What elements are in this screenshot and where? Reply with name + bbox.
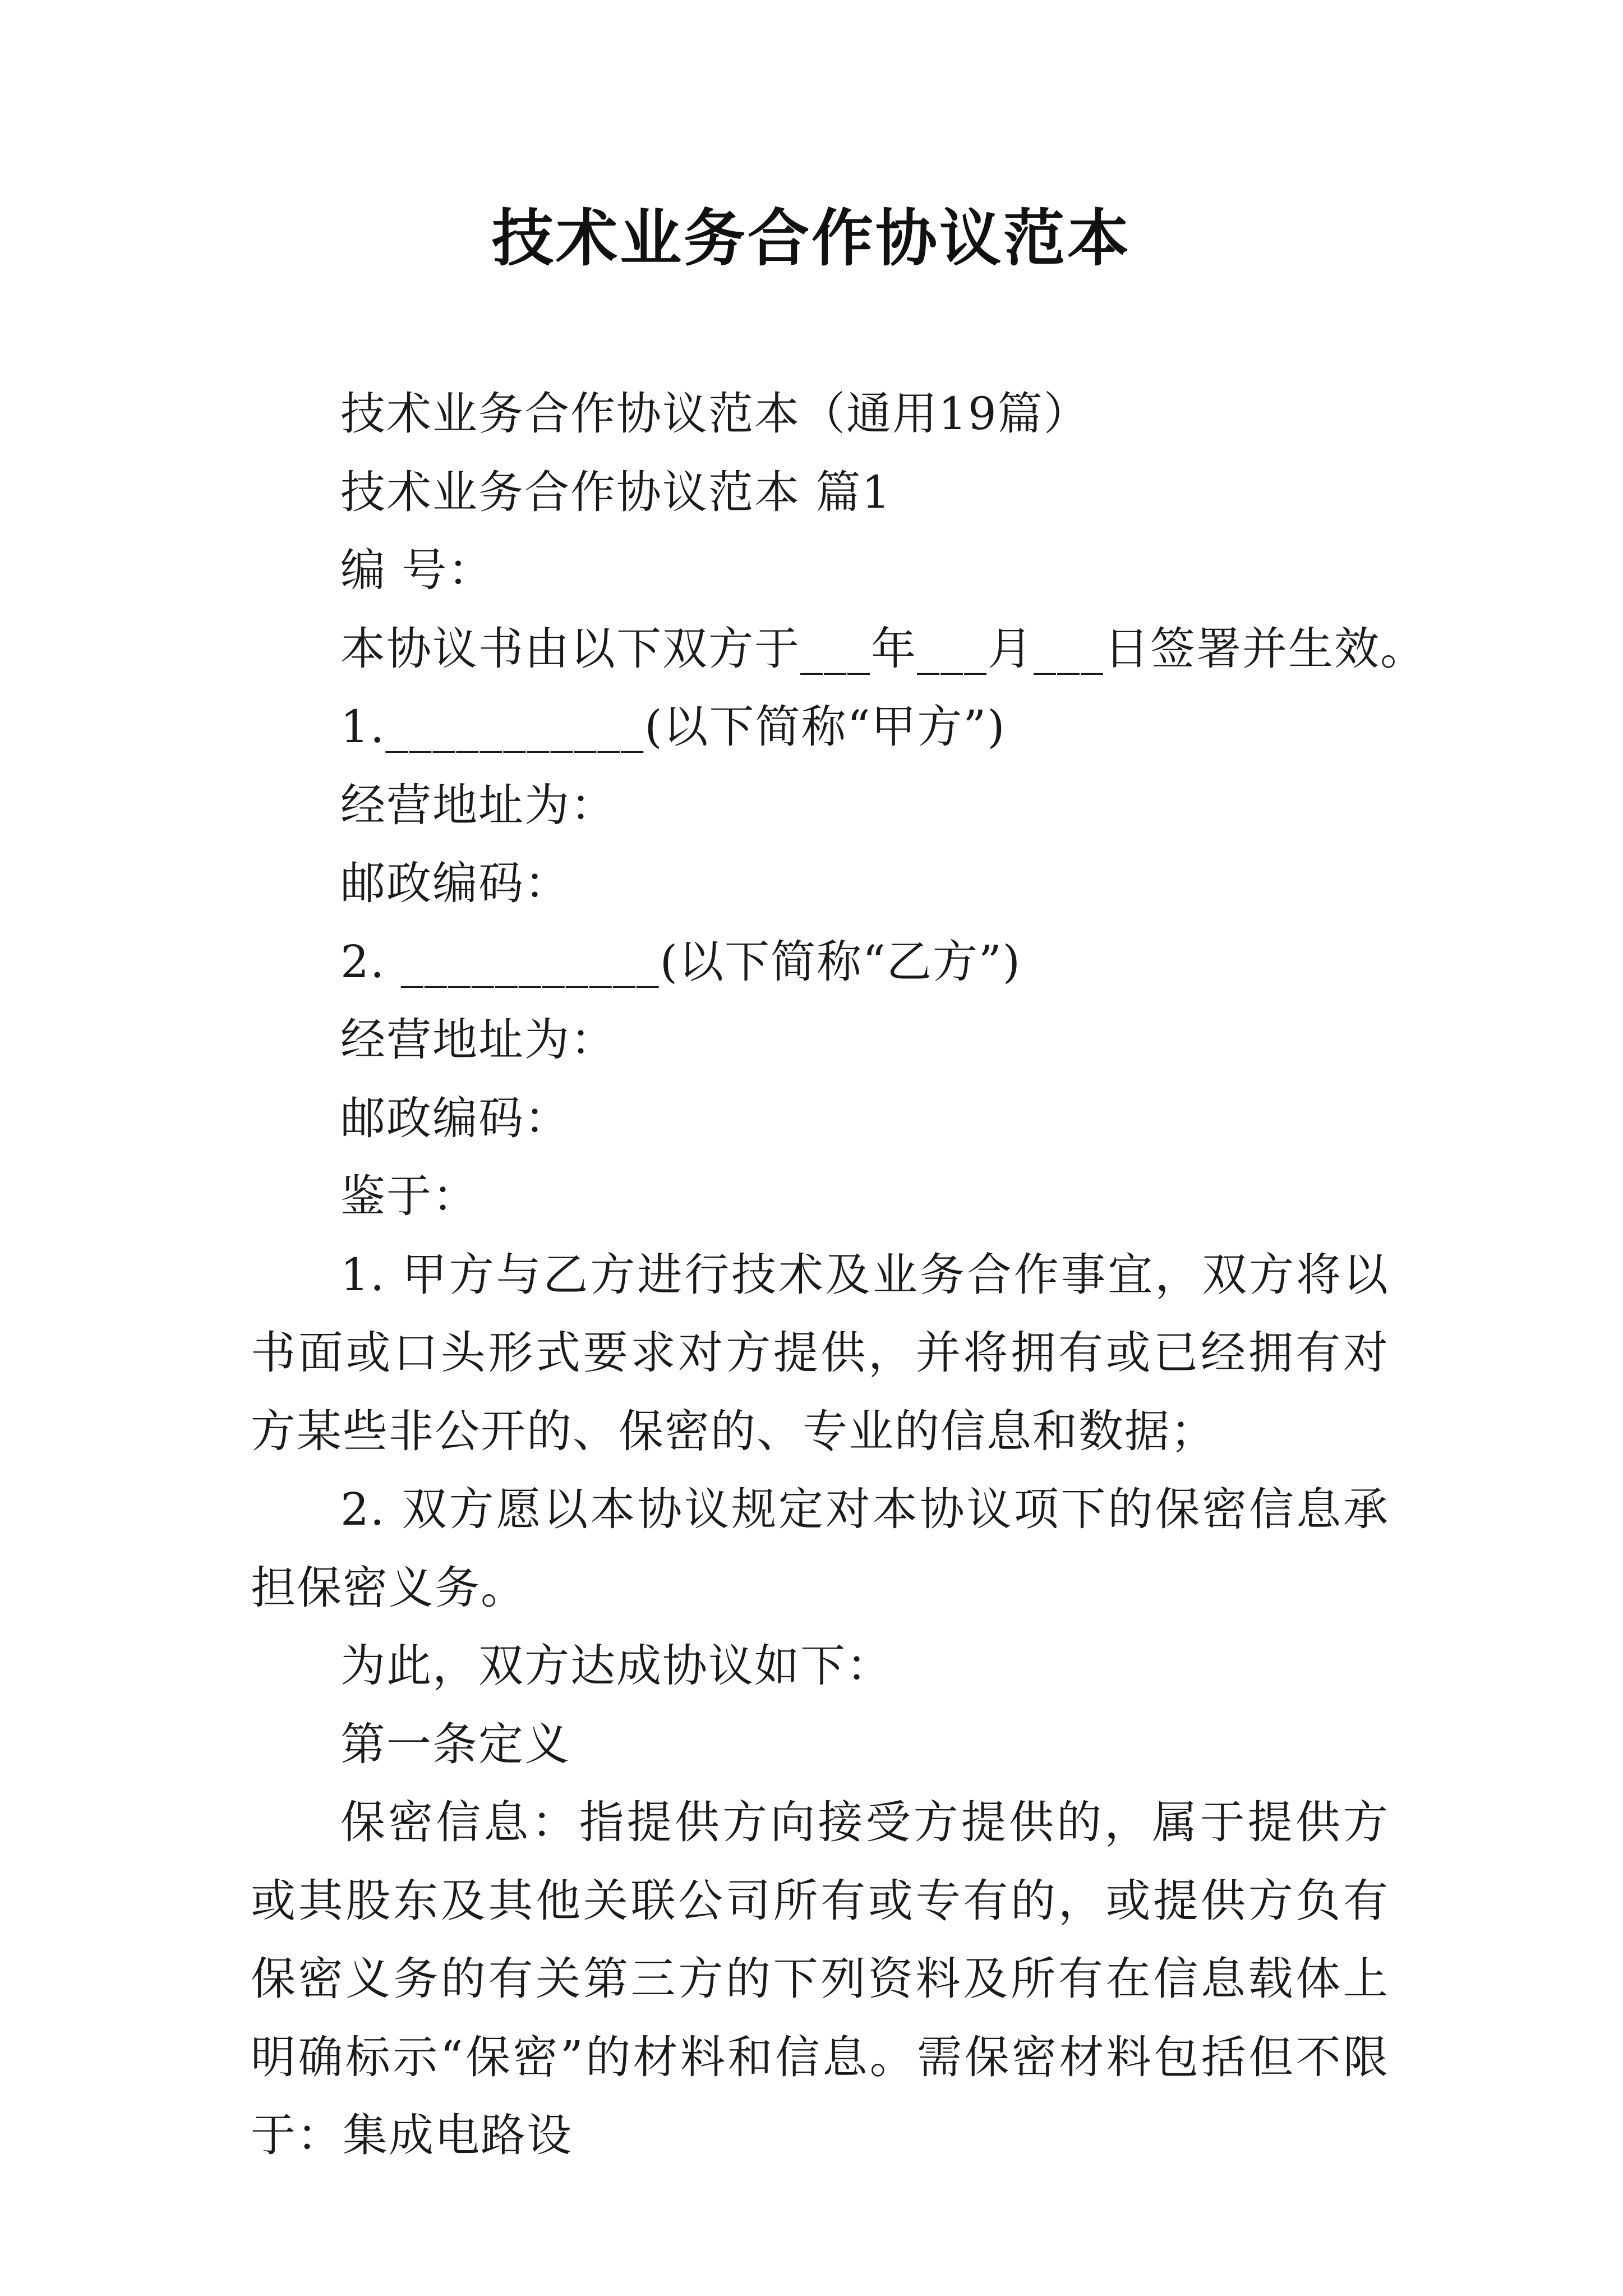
recital-2: 2. 双方愿以本协议规定对本协议项下的保密信息承担保密义务。 — [251, 1483, 1389, 1614]
confidential-info-definition: 保密信息：指提供方向接受方提供的，属于提供方或其股东及其他关联公司所有或专有的，或提供方负有保密义务的有关第三方的下列资料及所有在信息载体上明确标示“保密”的材料和信息。需保密材料包括但不限于：集成电路设 — [251, 1796, 1389, 2161]
document-body — [251, 375, 1426, 2175]
agreement-intro: 为此，双方达成协议如下： — [340, 1640, 892, 1692]
subtitle-line: 技术业务合作协议范本（通用19篇） — [340, 388, 1090, 440]
signing-date-line: 本协议书由以下双方于___年___月___日签署并生效。 — [340, 622, 1426, 675]
party-a-line: 1.___________(以下简称“甲方”) — [340, 701, 1006, 753]
article-1-heading: 第一条定义 — [340, 1718, 570, 1770]
whereas-heading: 鉴于： — [340, 1170, 478, 1222]
party-b-postcode: 邮政编码： — [340, 1092, 570, 1144]
section-heading: 技术业务合作协议范本 篇1 — [340, 466, 892, 518]
document-title: 技术业务合作协议范本 — [492, 203, 1131, 274]
party-b-line: 2. ___________(以下简称“乙方”) — [340, 935, 1021, 988]
recital-1: 1. 甲方与乙方进行技术及业务合作事宜，双方将以书面或口头形式要求对方提供，并将拥有或已经拥有对方某些非公开的、保密的、专业的信息和数据； — [251, 1248, 1389, 1457]
number-field: 编 号： — [340, 544, 494, 596]
party-a-address: 经营地址为： — [340, 779, 616, 831]
party-a-postcode: 邮政编码： — [340, 857, 570, 909]
party-b-address: 经营地址为： — [340, 1014, 616, 1066]
